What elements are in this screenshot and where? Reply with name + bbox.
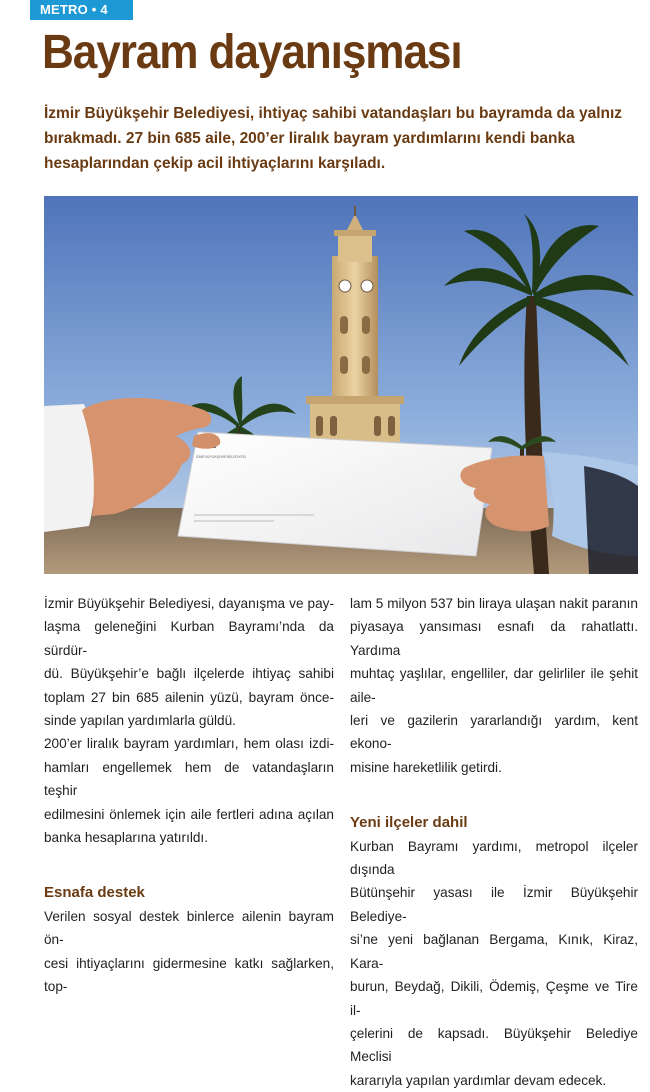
- text-line: dü. Büyükşehir’e bağlı ilçelerde ihtiyaç sahibi: [44, 666, 334, 682]
- section-tag: METRO • 4: [30, 0, 133, 20]
- text-line: çelerini de kapsadı. Büyükşehir Belediye Meclisi: [350, 1025, 638, 1065]
- text-line: kararıyla yapılan yardımlar devam edecek.: [350, 1072, 607, 1088]
- lead-line: bırakmadı. 27 bin 685 aile, 200’er liralık bayram yardımlarını kendi banka: [44, 130, 575, 147]
- text-line: piyasaya yansıması esnafı da rahatlattı. Yardıma: [350, 619, 638, 658]
- jacket: [584, 466, 638, 574]
- text-line: toplam 27 bin 685 ailenin yüzü, bayram önce-: [44, 689, 334, 705]
- lead-line: İzmir Büyükşehir Belediyesi, ihtiyaç sahibi vatandaşları bu bayramda da yalnız: [44, 105, 623, 122]
- text-line: muhtaç yaşlılar, engelliler, dar gelirliler ile şehit aile-: [350, 666, 638, 705]
- text-line: Bütünşehir yasası ile İzmir Büyükşehir Belediye-: [350, 885, 638, 924]
- subheading-esnafa-destek: Esnafa destek: [44, 884, 145, 902]
- text-line: burun, Beydağ, Dikili, Ödemiş, Çeşme ve Tire il-: [350, 979, 638, 1018]
- text-line: Verilen sosyal destek binlerce ailenin bayram ön-: [44, 908, 334, 948]
- lead-paragraph: [44, 101, 634, 176]
- left-thumb: [192, 433, 220, 449]
- right-column: [350, 592, 638, 1092]
- article-photo: [44, 196, 638, 574]
- headline: Bayram dayanışması: [42, 26, 462, 79]
- text-line: hamları engellemek hem de vatandaşların teşhir: [44, 759, 334, 799]
- text-line: banka hesaplarına yatırıldı.: [44, 830, 208, 846]
- text-line: leri ve gazilerin yararlandığı yardım, kent ekono-: [350, 713, 638, 752]
- lead-line: hesaplarından çekip acil ihtiyaçlarını karşıladı.: [44, 155, 386, 172]
- body-paragraph: [44, 592, 334, 732]
- body-paragraph: [44, 732, 334, 849]
- envelope: [178, 432, 492, 556]
- text-line: cesi ihtiyaçlarını gidermesine katkı sağlarken, top-: [44, 955, 334, 995]
- text-line: İzmir Büyükşehir Belediyesi, dayanışma ve pay-: [44, 596, 334, 611]
- body-paragraph: [350, 592, 638, 779]
- text-line: edilmesini önlemek için aile fertleri adına açılan: [44, 806, 334, 822]
- text-line: 200’er liralık bayram yardımları, hem olası izdi-: [44, 736, 334, 752]
- body-paragraph: [44, 905, 334, 999]
- left-column: [44, 592, 334, 999]
- text-line: misine hareketlilik getirdi.: [350, 759, 502, 775]
- subheading-yeni-ilceler: Yeni ilçeler dahil: [350, 814, 468, 832]
- text-line: si’ne yeni bağlanan Bergama, Kınık, Kiraz, Kara-: [350, 932, 638, 971]
- text-line: lam 5 milyon 537 bin liraya ulaşan nakit paranın: [350, 596, 638, 611]
- text-line: Kurban Bayramı yardımı, metropol ilçeler dışında: [350, 838, 638, 878]
- text-line: laşma geleneğini Kurban Bayramı’nda da sürdür-: [44, 619, 334, 658]
- body-paragraph: [350, 835, 638, 1092]
- text-line: sinde yapılan yardımlarla güldü.: [44, 713, 236, 729]
- envelope-logo-text: İZMİR BÜYÜKŞEHİR BELEDİYESİ: [196, 455, 246, 459]
